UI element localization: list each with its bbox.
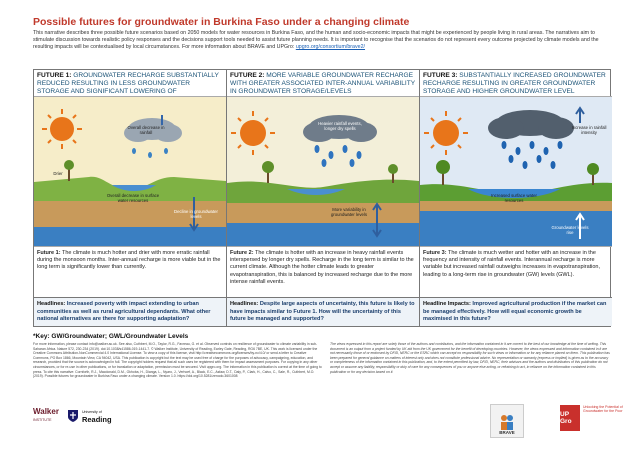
- reading-logo-name: Reading: [81, 415, 112, 424]
- future-3-label-surface: Increased surface water resources: [491, 193, 537, 203]
- intro-text: This narrative describes three possible future scenarios based on 2050 models for water resources in Burkina Faso, and the human and socio-economic impacts that might be experienced by people living in rural areas. The narratives aim to stimulate discussion towards realistic policy responses and the decisions support tools needed to assist future planning needs. It is important to recognise that the scenarios do not represent every outcome projected by climate models and the resulting impacts will be contextualised by local circumstances. For more information about BRAVE and UPGro:: [33, 30, 599, 51]
- future-2-desc-text: The climate is hotter with an increase in heavy rainfall events interspersed by longer dry spells. Recharge in the long term is similar to the current climate. Although the hotter climate leads to greater evapotranspiration, this is balanced by increased recharge due to the more intense rainfall events.: [230, 250, 414, 285]
- brave-people-icon: [498, 414, 516, 430]
- future-2-illustration: [227, 96, 419, 247]
- future-1-illustration: [34, 96, 226, 247]
- future-2-headlines-text: Despite large aspects of uncertainty, this future is likely to have impacts similar to Future 1. How will the uncertainty of this future be managed and supported?: [230, 301, 415, 322]
- key-legend: *Key: GW/Groundwater; GWL/Groundwater Levels: [33, 333, 189, 340]
- reading-logo-sub: University of: [81, 410, 102, 414]
- university-of-reading-logo: [67, 409, 112, 423]
- future-2-desc-label: Future 2:: [230, 250, 254, 257]
- future-1-label-surface: Overall decrease in surface water resources: [106, 193, 160, 203]
- future-1-description: [34, 247, 226, 298]
- future-1-label-gwl: Decline in groundwater levels: [174, 209, 218, 219]
- future-3-label-gwl: Groundwater levels rise: [551, 225, 589, 235]
- future-1-label-drier: Drier: [53, 171, 63, 176]
- partner-logos: [33, 399, 112, 433]
- future-2-heading: [227, 70, 419, 96]
- intro-paragraph: [33, 30, 611, 52]
- future-3-description: [420, 247, 612, 298]
- brave-link[interactable]: upgro.org/consortium/brave2/: [295, 44, 366, 51]
- walker-institute-logo: [33, 408, 59, 424]
- reading-crest-icon: [67, 409, 79, 423]
- future-1-heading-text: GROUNDWATER RECHARGE SUBSTANTIALLY REDUCED RESULTING IN LESS GROUNDWATER STORAGE AND SIGNIFICANT LOWERING OF: [37, 72, 219, 95]
- future-3-heading-text: SUBSTANTIALLY INCREASED GROUNDWATER RECHARGE RESULTING IN GREATER GROUNDWATER STORAGE AND HIGHER GROUNDWATER LEVEL: [423, 72, 606, 95]
- future-1-desc-label: Future 1:: [37, 250, 61, 257]
- disclaimer-text: The views expressed in this report are solely those of the authors and contributors, and the information contained in it are correct to the best of our knowledge at the time of writing. This document is an output from a project funded by UK aid from the UK government for the benefit of developing countries. However, the views expressed and information contained in it are not necessarily those of or endorsed by DFID, NERC or the ESRC which can accept no responsibility for such views or information or for any reliance placed on them. This publication has been prepared for general guidance on matters of interest only and does not constitute professional advice. No representation or warranty (express or implied) is given as to the accuracy or completeness of the information contained in this publication, and, to the extent permitted by law, DFID, NERC, their advisors and the authors and distributors of this publication do not accept or assume any liability, responsibility or duty of care for any consequences of you or anyone else acting, or refraining to act, in reliance on the information contained in this publication or for any decision based on it.: [330, 342, 610, 374]
- page-title: Possible futures for groundwater in Burkina Faso under a changing climate: [33, 16, 410, 28]
- brave-logo-text: BRAVE: [499, 430, 515, 435]
- future-3-headlines-text: Improved agricultural production if the market can be managed effectively. How will equal economic growth be maximised in this future?: [423, 301, 607, 322]
- future-2-heading-text: MORE VARIABLE GROUNDWATER RECHARGE WITH GREATER ASSOCIATED INTER-ANNUAL VARIABILITY IN GROUNDWATER STORAGE/LEVELS: [230, 72, 416, 95]
- future-3-label-rainfall: Increase in rainfall intensity: [571, 125, 607, 135]
- future-1-headlines: [34, 298, 226, 326]
- future-3-illustration: [420, 96, 612, 247]
- future-1-headlines-label: Headlines:: [37, 301, 66, 308]
- future-2-headlines: [227, 298, 419, 326]
- future-1-desc-text: The climate is much hotter and drier with more erratic rainfall during the monsoon months. Inter-annual recharge is more viable but in the long term is significantly lower than currently.: [37, 250, 221, 271]
- future-1-label-rainfall: Overall decrease in rainfall: [127, 125, 165, 135]
- upgro-logo: [560, 405, 580, 431]
- future-3-panel: [420, 70, 612, 326]
- future-3-desc-label: Future 3:: [423, 250, 447, 257]
- future-2-panel: [227, 70, 420, 326]
- future-2-description: [227, 247, 419, 298]
- future-1-panel: [34, 70, 227, 326]
- future-3-headlines: [420, 298, 612, 326]
- references-text: For more information, please contact info@walker.ac.uk. See also, Cuthbert, M.O., Taylor, R.G., Favreau, G. et al. Observed controls on resilience of groundwater to climate variability in sub-Saharan Africa. Nature 572, 230-234 (2019). doi:10.1038/s41586-019-1441-7. © Walker Institute, University of Reading, Earley Gate, Reading, RG6 7BE, UK. This work is licensed under the Creative Commons Attribution-NonCommercial 4.0 International License. To view a copy of this license, visit http://creativecommons.org/licenses/by-nc/4.0/ or send a letter to Creative Commons, PO Box 1866, Mountain View, CA 94042, USA. This publication is copyright but the text may be used free of charge for the purposes of advocacy, campaigning, education, and research, provided that the source is acknowledged in full. The copyright holders request that all such uses be registered with them for impact assessment purposes. For copying in any other circumstances, or for re-use in other publications, or for translation or adaptation, permission must be secured. Visit upgro.org. The information in this publication is correct at the time of going to press. To cite this narrative: Cornforth, R.J., Macdonald, D.M., Okhoba, H., Dianga, L., Nyaro, J., Verhoef, A., Black, E.C., Asfaw, D.T., Daly, P., Clark, H., Calvo, C., Sale, R., Cuthbert, M.O. (2019). Possible futures for groundwater in Burkina Faso under a changing climate. Version 1.0. https://doi.org/10.5281/zenodo.3601008: [33, 342, 322, 379]
- future-1-heading-label: FUTURE 1:: [37, 72, 72, 79]
- walker-logo-sub: INSTITUTE: [33, 418, 52, 422]
- future-2-label-gwl: More variability in groundwater levels: [330, 207, 368, 217]
- future-2-label-rainfall: Heavier rainfall events, longer dry spells: [318, 121, 362, 131]
- scenario-panels: [33, 69, 611, 327]
- upgro-logo-text: UP Gro: [560, 411, 572, 425]
- future-1-headlines-text: Increased poverty with impact extending to urban communities as well as rural agricultural dependants. What other national alternatives are there for supporting adaptation?: [37, 301, 211, 322]
- future-3-heading: [420, 70, 612, 96]
- walker-logo-name: Walker: [33, 407, 59, 416]
- future-1-heading: [34, 70, 226, 96]
- future-2-heading-label: FUTURE 2:: [230, 72, 265, 79]
- future-3-headlines-label: Headline Impacts:: [423, 301, 471, 308]
- brave-logo: [490, 404, 524, 438]
- future-3-heading-label: FUTURE 3:: [423, 72, 458, 79]
- future-3-desc-text: The climate is much wetter and hotter with an increase in the frequency and intensity of rainfall events. Interannual recharge is more variable but increased rainfall outweighs increases in evapotranspiration, leading to a long-term rise in groundwater (GW) levels (GWL).: [423, 250, 601, 278]
- upgro-tagline: Unlocking the Potential of Groundwater for the Poor: [583, 405, 623, 414]
- future-2-headlines-label: Headlines:: [230, 301, 259, 308]
